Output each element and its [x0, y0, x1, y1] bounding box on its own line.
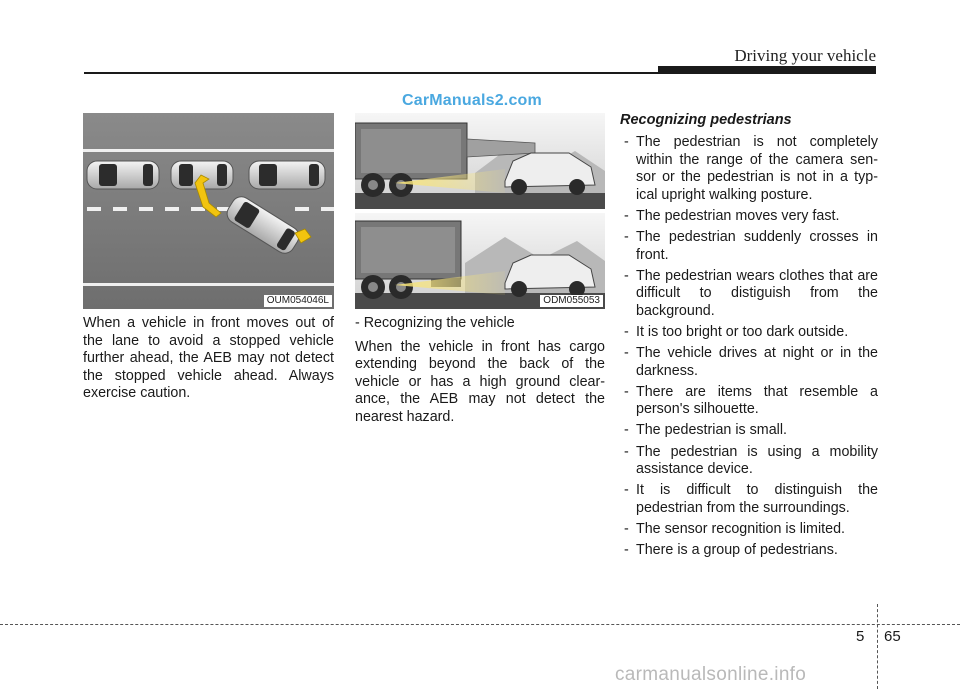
pedestrian-conditions-list — [620, 134, 878, 560]
footer-divider — [877, 604, 878, 689]
list-item: - The pedestrian moves very fast. — [620, 208, 878, 226]
list-item: - There is a group of pedestrians. — [620, 542, 878, 560]
header-rule-thin — [84, 72, 658, 74]
list-item: - The pedestrian suddenly crosses in front. — [620, 229, 878, 264]
figure-code: ODM055053 — [540, 295, 603, 307]
list-item: - The pedestrian is small. — [620, 422, 878, 440]
paragraph: When a vehicle in front moves out of the lane to avoid a stopped vehicle further ahead, the AEB may not detect the stopped vehicle ahead. Always exercise caution. — [83, 315, 334, 402]
column-3-text — [620, 112, 878, 563]
footer-rule — [0, 624, 960, 625]
list-item: - The vehicle drives at night or in the darkness. — [620, 345, 878, 380]
subheading: - Recognizing the vehicle — [355, 315, 515, 331]
page-number: 65 — [884, 628, 901, 645]
section-header-title: Driving your vehicle — [734, 46, 876, 65]
chapter-number: 5 — [856, 628, 865, 645]
truck-illustration — [355, 113, 605, 309]
figure-vehicle-lane-change — [83, 113, 334, 309]
list-item: - The pedestrian is using a mobility assistance device. — [620, 444, 878, 479]
road-illustration — [83, 113, 334, 309]
list-item: - The pedestrian is not completely within the range of the camera sen- sor or the pedestrian is not in a typ- ical upright walking posture. — [620, 134, 878, 204]
column-1-text — [83, 315, 334, 403]
section-heading: Recognizing pedestrians — [620, 112, 792, 128]
vehicle-icon — [87, 161, 159, 189]
watermark-top: CarManuals2.com — [402, 92, 542, 109]
list-item: - There are items that resemble a person's silhouette. — [620, 384, 878, 419]
watermark-bottom: carmanualsonline.info — [615, 664, 807, 685]
list-item: - It is difficult to distinguish the pedestrian from the surroundings. — [620, 482, 878, 517]
list-item: - The pedestrian wears clothes that are difficult to distiguish from the background. — [620, 268, 878, 321]
column-2-text — [355, 315, 605, 433]
figure-code: OUM054046L — [264, 295, 332, 307]
list-item: - It is too bright or too dark outside. — [620, 324, 878, 342]
paragraph: When the vehicle in front has cargo extending beyond the back of the vehicle or has a high ground clear- ance, the AEB may not detect the nearest hazard. — [355, 338, 605, 425]
list-item: - The sensor recognition is limited. — [620, 521, 878, 539]
header-rule-thick — [658, 66, 876, 74]
figure-truck-cargo — [355, 113, 605, 309]
vehicle-icon — [249, 161, 325, 189]
